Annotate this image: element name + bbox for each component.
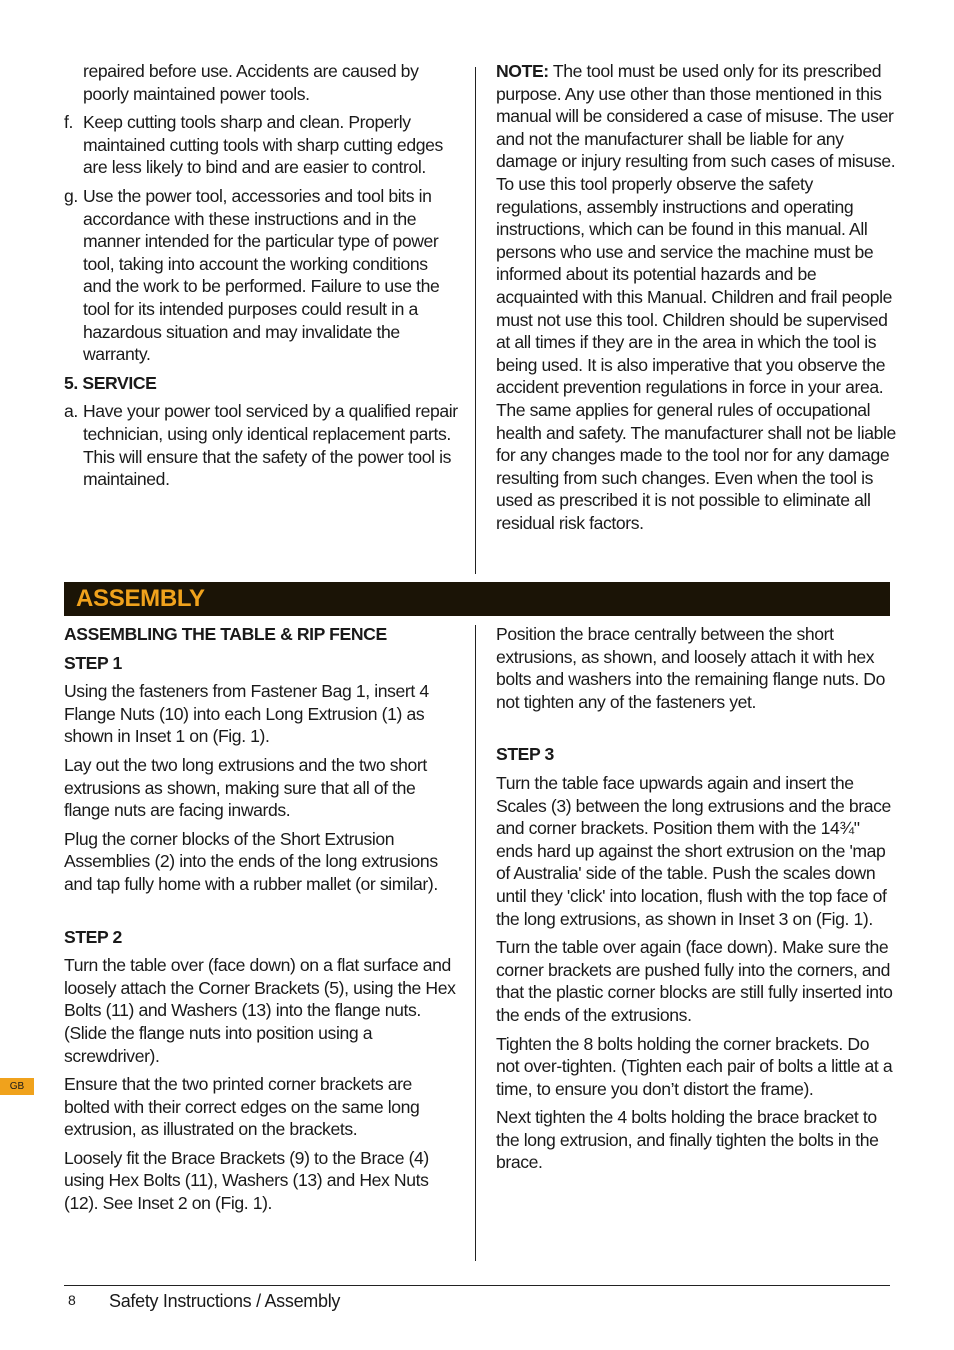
list-marker: f. — [64, 112, 73, 133]
step1-paragraph-3: Plug the corner blocks of the Short Extrusion Assemblies (2) into the ends of the long extrusions and tap fully home with a rubber mallet (or similar). — [64, 828, 438, 894]
step3-paragraph-4: Next tighten the 4 bolts holding the brace bracket to the long extrusion, and finally tighten the bolts in the brace. — [496, 1107, 879, 1173]
step3-paragraph-3: Tighten the 8 bolts holding the corner brackets. Do not over-tighten. (Tighten each pair of bolts a little at a time, to ensure you don’t distort the frame). — [496, 1033, 893, 1099]
list-marker: a. — [64, 401, 78, 422]
step1-heading: STEP 1 — [64, 652, 122, 673]
assembly-subheading: ASSEMBLING THE TABLE & RIP FENCE — [64, 624, 387, 644]
step3-paragraph-1: Turn the table face upwards again and insert the Scales (3) between the long extrusions and the brace and corner brackets. Position them with the 14¾" ends hard up against the short extrusion on the 'map of Australia' side of the table. Push the scales down until they 'click' into location, flush with the top face of the long extrusions, as shown in Inset 3 on (Fig. 1). — [496, 772, 891, 929]
step3-heading: STEP 3 — [496, 744, 554, 765]
list-item-a — [64, 400, 459, 490]
step2-paragraph-1: Turn the table over (face down) on a flat surface and loosely attach the Corner Brackets (5), using the Hex Bolts (11) and Washers (13) into the flange nuts. (Slide the flange nuts into position using a screwdriver). — [64, 955, 456, 1066]
top-left-column — [64, 60, 459, 497]
continued-paragraph: Position the brace centrally between the short extrusions, as shown, and loosely attach it with hex bolts and washers into the remaining flange nuts. Do not tighten any of the fasteners yet. — [496, 624, 885, 712]
top-right-column — [496, 60, 896, 540]
note-label: NOTE: — [496, 61, 549, 81]
step2-paragraph-3: Loosely fit the Brace Brackets (9) to the Brace (4) using Hex Bolts (11), Washers (13) and Hex Nuts (12). See Inset 2 on (Fig. 1). — [64, 1147, 429, 1214]
list-marker: g. — [64, 185, 78, 206]
column-divider-top — [475, 67, 476, 574]
language-tab: GB — [0, 1078, 34, 1095]
list-item-f — [64, 111, 459, 179]
step2-paragraph-2: Ensure that the two printed corner brackets are bolted with their correct edges on the same long extrusion, as illustrated on the brackets. — [64, 1074, 420, 1140]
footer-title: Safety Instructions / Assembly — [109, 1291, 341, 1311]
note-text: The tool must be used only for its prescribed purpose. Any use other than those mentioned in this manual will be considered a case of misuse. The user and not the manufacturer shall be liable for any damage or injury resulting from such cases of misuse. To use this tool properly observe the safety regulations, assembly instructions and operating instructions, which can be found in this manual. All persons who use and service the machine must be informed about its potential hazards and be acquainted with this Manual. Children and frail people must not use this tool. Children should be supervised at all times if they are in the area in which the tool is being used. It is also imperative that you observe the accident prevention regulations in force in your area. The same applies for general rules of occupational health and safety. The manufacturer shall not be liable for any changes made to the tool nor for any damage resulting from such changes. Even when the tool is used as prescribed it is not possible to eliminate all residual risk factors. — [496, 61, 896, 533]
continued-paragraph: repaired before use. Accidents are caused by poorly maintained power tools. — [83, 61, 419, 104]
footer-divider — [64, 1285, 890, 1286]
page-number: 8 — [68, 1292, 76, 1308]
step1-paragraph-1: Using the fasteners from Fastener Bag 1, insert 4 Flange Nuts (10) into each Long Extrusion (1) as shown in Inset 1 on (Fig. 1). — [64, 681, 429, 747]
list-item-text: Keep cutting tools sharp and clean. Properly maintained cutting tools with sharp cutting edges are less likely to bind and are easier to control. — [83, 112, 443, 178]
section-banner — [64, 582, 890, 616]
bottom-right-column — [496, 623, 896, 1180]
service-heading: 5. SERVICE — [64, 372, 157, 393]
step3-paragraph-2: Turn the table over again (face down). Make sure the corner brackets are pushed fully into the corners, and that the plastic corner blocks are still fully inserted into the ends of the extrusions. — [496, 937, 893, 1025]
step2-heading: STEP 2 — [64, 926, 122, 947]
bottom-left-column — [64, 623, 459, 1221]
note-paragraph — [496, 60, 896, 534]
list-item-text: Use the power tool, accessories and tool bits in accordance with these instructions and in the manner intended for the particular type of power tool, taking into account the working conditions and the work to be performed. Failure to use the tool for its intended purposes could result in a hazardous situation and may invalidate the warranty. — [83, 185, 440, 365]
list-item-text: Have your power tool serviced by a qualified repair technician, using only identical replacement parts. This will ensure that the safety of the power tool is maintained. — [83, 401, 458, 490]
list-item-g — [64, 185, 459, 366]
step1-paragraph-2: Lay out the two long extrusions and the two short extrusions as shown, making sure that all of the flange nuts are facing inwards. — [64, 754, 427, 821]
column-divider-bottom — [475, 625, 476, 1261]
section-title: ASSEMBLY — [76, 585, 205, 612]
